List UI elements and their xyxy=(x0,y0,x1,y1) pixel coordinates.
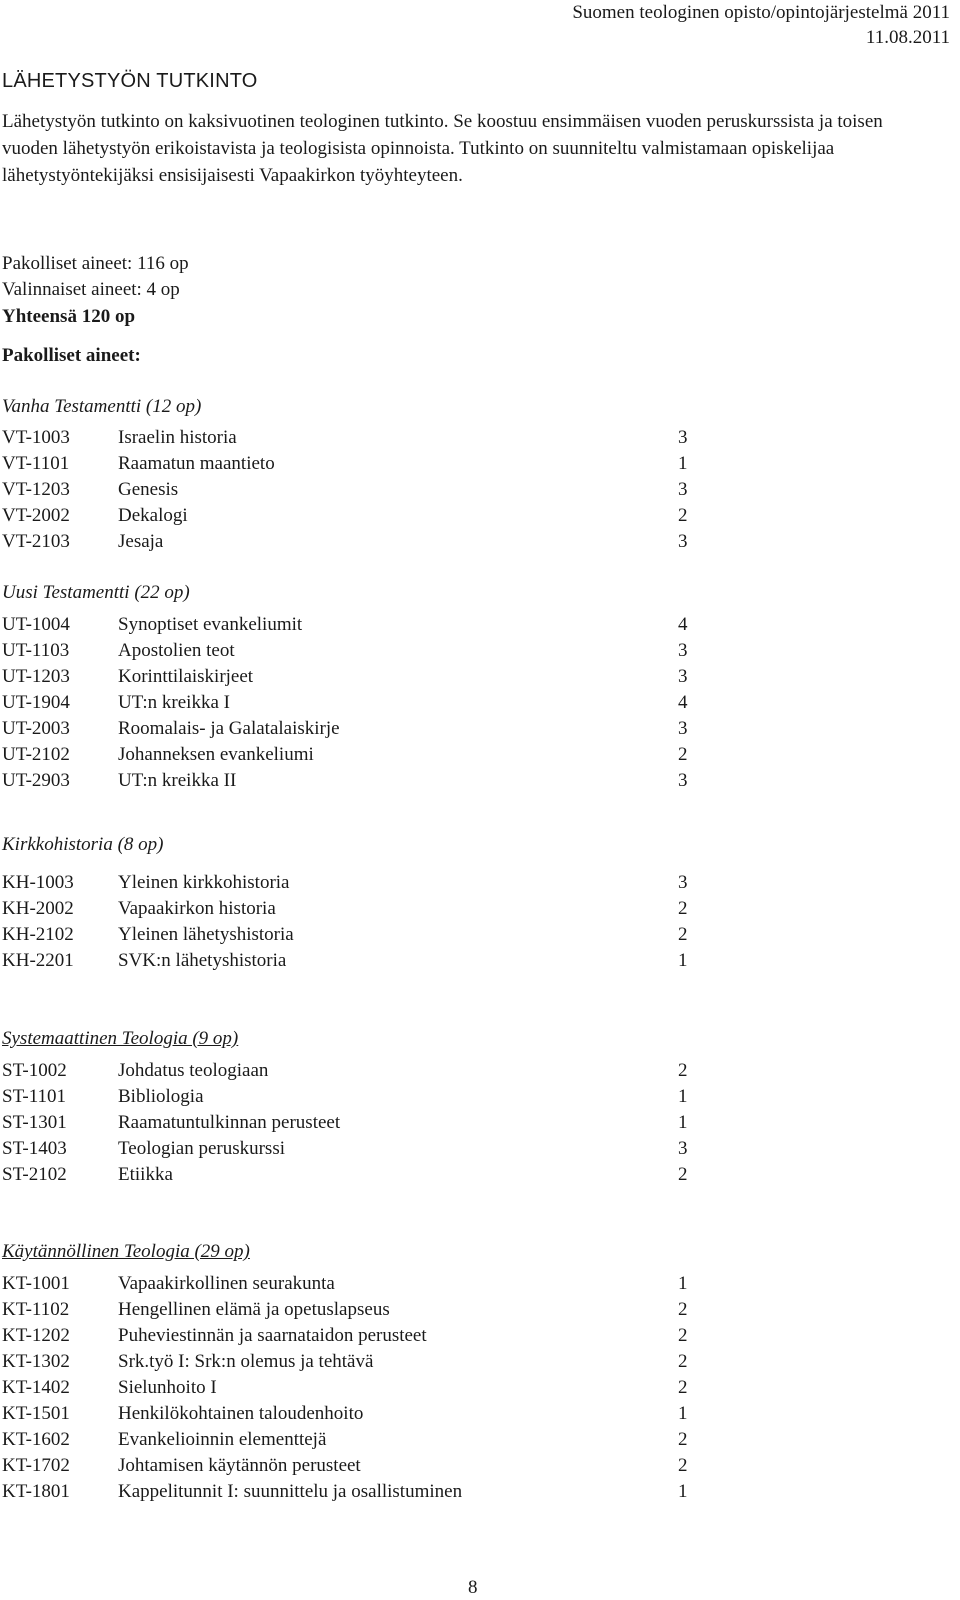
course-row xyxy=(2,1479,702,1505)
course-row xyxy=(2,1297,702,1323)
course-code: UT-2003 xyxy=(2,718,70,739)
course-name: Puheviestinnän ja saarnataidon perusteet xyxy=(118,1325,427,1346)
section-title-kirkkohistoria: Kirkkohistoria (8 op) xyxy=(2,834,164,855)
course-code: KT-1001 xyxy=(2,1273,70,1294)
course-name: Evankelioinnin elementtejä xyxy=(118,1429,327,1450)
course-name: Jesaja xyxy=(118,531,164,552)
course-code: KH-2201 xyxy=(2,950,74,971)
course-code: KT-1702 xyxy=(2,1455,70,1476)
course-code: UT-1904 xyxy=(2,692,70,713)
course-credits: 3 xyxy=(678,640,688,661)
course-credits: 3 xyxy=(678,531,688,552)
course-name: Hengellinen elämä ja opetuslapseus xyxy=(118,1299,390,1320)
course-name: Dekalogi xyxy=(118,505,188,526)
page-title: LÄHETYSTYÖN TUTKINTO xyxy=(2,70,258,92)
course-credits: 4 xyxy=(678,692,688,713)
course-row xyxy=(2,477,702,503)
course-row xyxy=(2,768,702,794)
section-title-uusi-testamentti: Uusi Testamentti (22 op) xyxy=(2,582,190,603)
course-name: Johtamisen käytännön perusteet xyxy=(118,1455,361,1476)
course-credits: 3 xyxy=(678,479,688,500)
course-code: KH-1003 xyxy=(2,872,74,893)
course-name: Apostolien teot xyxy=(118,640,235,661)
course-name: Srk.työ I: Srk:n olemus ja tehtävä xyxy=(118,1351,374,1372)
course-name: Korinttilaiskirjeet xyxy=(118,666,254,687)
course-code: ST-1101 xyxy=(2,1086,67,1107)
course-code: VT-1101 xyxy=(2,453,70,474)
course-code: UT-2102 xyxy=(2,744,70,765)
course-row xyxy=(2,690,702,716)
course-credits: 3 xyxy=(678,666,688,687)
header-institution: Suomen teologinen opisto/opintojärjestelmä 2011 xyxy=(572,2,950,23)
course-name: Israelin historia xyxy=(118,427,237,448)
page-number: 8 xyxy=(468,1577,478,1598)
course-credits: 1 xyxy=(678,1112,688,1133)
course-code: VT-2103 xyxy=(2,531,70,552)
course-credits: 1 xyxy=(678,1273,688,1294)
summary-optional: Valinnaiset aineet: 4 op xyxy=(2,279,180,300)
course-code: KH-2102 xyxy=(2,924,74,945)
course-credits: 2 xyxy=(678,1164,688,1185)
header-date: 11.08.2011 xyxy=(865,27,950,48)
course-name: Vapaakirkollinen seurakunta xyxy=(118,1273,335,1294)
course-name: Raamatun maantieto xyxy=(118,453,275,474)
course-row xyxy=(2,1401,702,1427)
course-name: Sielunhoito I xyxy=(118,1377,217,1398)
course-credits: 3 xyxy=(678,718,688,739)
course-row xyxy=(2,1453,702,1479)
course-name: Henkilökohtainen taloudenhoito xyxy=(118,1403,364,1424)
course-row xyxy=(2,1375,702,1401)
course-code: KT-1602 xyxy=(2,1429,70,1450)
course-credits: 2 xyxy=(678,924,688,945)
course-credits: 2 xyxy=(678,1325,688,1346)
course-code: KT-1402 xyxy=(2,1377,70,1398)
course-name: Johanneksen evankeliumi xyxy=(118,744,314,765)
course-row xyxy=(2,1058,702,1084)
course-code: VT-1203 xyxy=(2,479,70,500)
course-credits: 2 xyxy=(678,1351,688,1372)
course-row xyxy=(2,1427,702,1453)
course-code: ST-2102 xyxy=(2,1164,67,1185)
course-credits: 1 xyxy=(678,1086,688,1107)
course-row xyxy=(2,1349,702,1375)
summary-total: Yhteensä 120 op xyxy=(2,306,136,327)
course-credits: 1 xyxy=(678,453,688,474)
course-name: Bibliologia xyxy=(118,1086,204,1107)
course-row xyxy=(2,1136,702,1162)
summary-mandatory: Pakolliset aineet: 116 op xyxy=(2,253,189,274)
course-row xyxy=(2,1162,702,1188)
section-title-kaytannollinen-teologia: Käytännöllinen Teologia (29 op) xyxy=(2,1241,250,1262)
course-code: KH-2002 xyxy=(2,898,74,919)
course-code: UT-1004 xyxy=(2,614,70,635)
course-code: ST-1002 xyxy=(2,1060,67,1081)
course-row xyxy=(2,922,702,948)
course-row xyxy=(2,451,702,477)
course-credits: 3 xyxy=(678,427,688,448)
course-row xyxy=(2,503,702,529)
course-code: ST-1403 xyxy=(2,1138,67,1159)
section-title-systemaattinen-teologia: Systemaattinen Teologia (9 op) xyxy=(2,1028,239,1049)
course-credits: 3 xyxy=(678,1138,688,1159)
course-name: Teologian peruskurssi xyxy=(118,1138,286,1159)
course-row xyxy=(2,612,702,638)
course-name: Kappelitunnit I: suunnittelu ja osallistuminen xyxy=(118,1481,463,1502)
course-credits: 2 xyxy=(678,898,688,919)
course-name: Vapaakirkon historia xyxy=(118,898,276,919)
course-row xyxy=(2,870,702,896)
course-credits: 1 xyxy=(678,1403,688,1424)
course-name: Yleinen lähetyshistoria xyxy=(118,924,294,945)
course-code: UT-1203 xyxy=(2,666,70,687)
mandatory-heading: Pakolliset aineet: xyxy=(2,345,141,366)
course-code: KT-1202 xyxy=(2,1325,70,1346)
course-credits: 2 xyxy=(678,505,688,526)
course-credits: 4 xyxy=(678,614,688,635)
course-credits: 1 xyxy=(678,950,688,971)
course-name: Etiikka xyxy=(118,1164,173,1185)
course-row xyxy=(2,742,702,768)
course-name: Raamatuntulkinnan perusteet xyxy=(118,1112,341,1133)
course-code: KT-1801 xyxy=(2,1481,70,1502)
course-row xyxy=(2,664,702,690)
course-credits: 3 xyxy=(678,770,688,791)
course-credits: 2 xyxy=(678,1455,688,1476)
course-row xyxy=(2,1110,702,1136)
course-code: VT-1003 xyxy=(2,427,70,448)
course-row xyxy=(2,1084,702,1110)
course-row xyxy=(2,1323,702,1349)
course-code: UT-2903 xyxy=(2,770,70,791)
course-credits: 2 xyxy=(678,1377,688,1398)
course-name: Yleinen kirkkohistoria xyxy=(118,872,290,893)
course-name: Genesis xyxy=(118,479,179,500)
course-credits: 3 xyxy=(678,872,688,893)
course-code: VT-2002 xyxy=(2,505,70,526)
course-name: Roomalais- ja Galatalaiskirje xyxy=(118,718,340,739)
course-row xyxy=(2,638,702,664)
course-code: KT-1302 xyxy=(2,1351,70,1372)
course-row xyxy=(2,1271,702,1297)
section-title-vanha-testamentti: Vanha Testamentti (12 op) xyxy=(2,396,202,417)
course-name: Johdatus teologiaan xyxy=(118,1060,269,1081)
course-row xyxy=(2,948,702,974)
course-code: KT-1102 xyxy=(2,1299,70,1320)
course-credits: 2 xyxy=(678,744,688,765)
course-name: UT:n kreikka II xyxy=(118,770,237,791)
course-name: Synoptiset evankeliumit xyxy=(118,614,303,635)
page-header xyxy=(572,0,950,50)
intro-paragraph: Lähetystyön tutkinto on kaksivuotinen teologinen tutkinto. Se koostuu ensimmäisen vuoden peruskurssista ja toisen vuoden lähetystyön erikoistavista ja teologisista opinnoista. Tutkinto on suunniteltu valmistamaan opiskelijaa lähetystyöntekijäksi ensisijaisesti Vapaakirkon työyhteyteen. xyxy=(2,111,883,186)
course-code: KT-1501 xyxy=(2,1403,70,1424)
course-row xyxy=(2,529,702,555)
course-name: UT:n kreikka I xyxy=(118,692,230,713)
course-name: SVK:n lähetyshistoria xyxy=(118,950,287,971)
course-credits: 2 xyxy=(678,1060,688,1081)
course-credits: 2 xyxy=(678,1429,688,1450)
course-row xyxy=(2,425,702,451)
course-code: ST-1301 xyxy=(2,1112,67,1133)
course-code: UT-1103 xyxy=(2,640,70,661)
course-credits: 2 xyxy=(678,1299,688,1320)
course-row xyxy=(2,896,702,922)
course-row xyxy=(2,716,702,742)
course-credits: 1 xyxy=(678,1481,688,1502)
